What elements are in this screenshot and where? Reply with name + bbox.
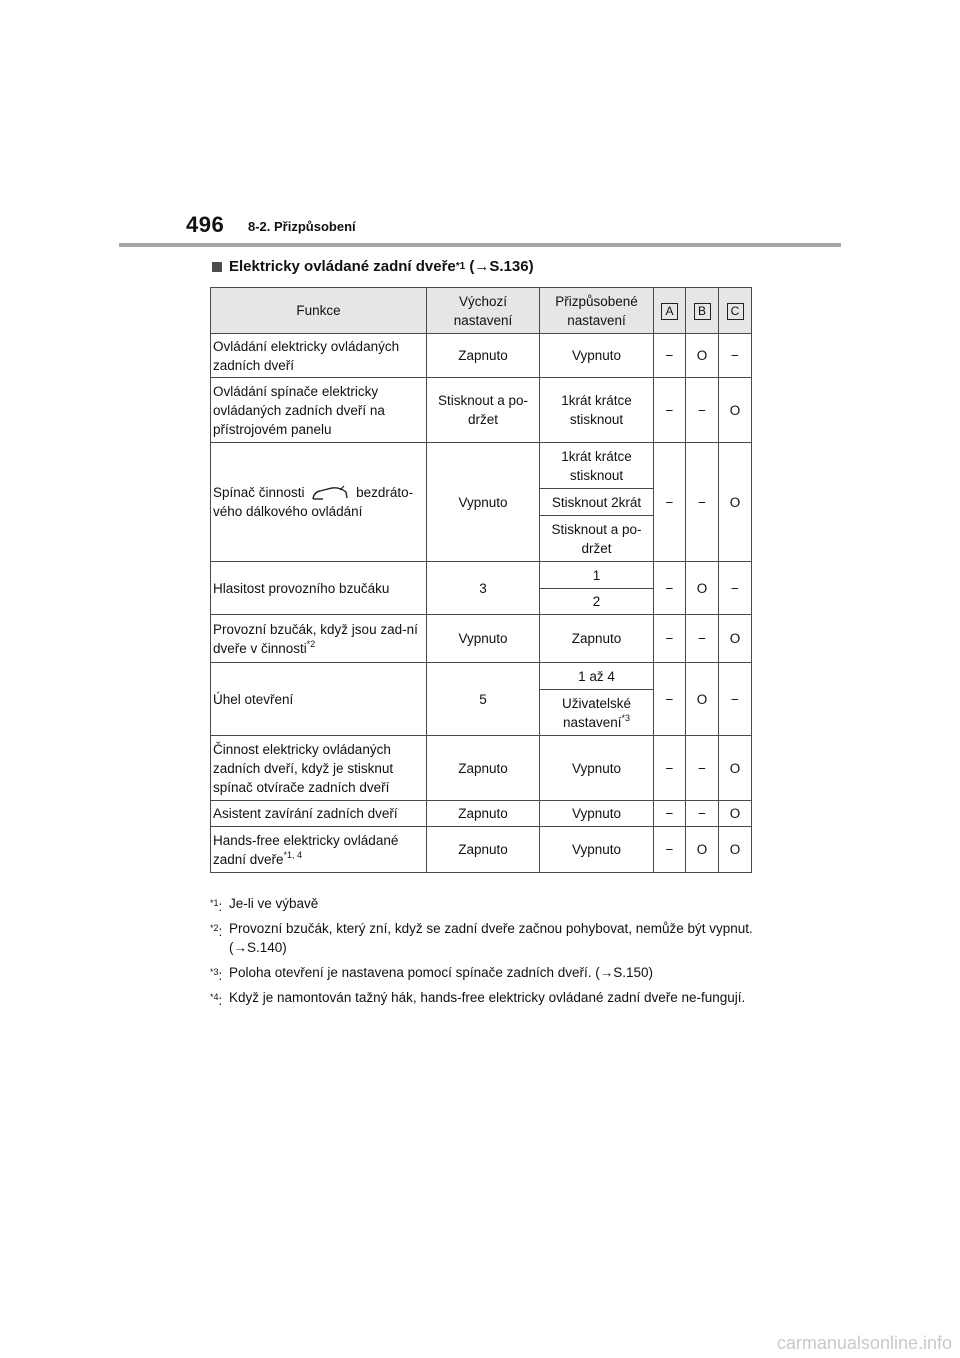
cell-c: O	[719, 736, 752, 801]
cell-a: −	[654, 827, 686, 873]
cell-default: Zapnuto	[427, 827, 540, 873]
cell-custom-text: Uživatelské nastavení	[561, 695, 632, 730]
cell-a: −	[654, 378, 686, 443]
cell-default: Zapnuto	[427, 736, 540, 801]
cell-function	[211, 443, 427, 562]
col-header-default: Výchozí nastavení	[427, 288, 540, 334]
footnote-mark: $^{*1}$:	[210, 898, 223, 914]
cell-function	[211, 827, 427, 873]
cell-function	[211, 615, 427, 663]
cell-function-text: Hands-free elektricky ovládané zadní dveře	[213, 832, 399, 867]
cell-function: Ovládání spínače elektricky ovládaných zadních dveří na přístrojovém panelu	[211, 378, 427, 443]
heading-page-ref: (→S.136)	[469, 258, 534, 275]
cell-custom: 1	[540, 562, 654, 589]
cell-custom: 1krát krátce stisknout	[540, 443, 654, 489]
col-header-function: Funkce	[211, 288, 427, 334]
cell-c: O	[719, 827, 752, 873]
cell-custom: 1krát krátce stisknout	[540, 378, 654, 443]
section-title: 8-2. Přizpůsobení	[248, 219, 356, 234]
cell-custom: Vypnuto	[540, 827, 654, 873]
table-row	[211, 443, 752, 489]
cell-c: −	[719, 663, 752, 736]
cell-custom: Zapnuto	[540, 615, 654, 663]
footnote-mark: $^{*3}$:	[210, 967, 223, 983]
cell-custom: Vypnuto	[540, 736, 654, 801]
cell-custom: Vypnuto	[540, 334, 654, 378]
footnote-2	[210, 919, 755, 957]
table-row	[211, 615, 752, 663]
cell-function: Asistent zavírání zadních dveří	[211, 801, 427, 827]
footnote-mark: $^{*4}$:	[210, 992, 223, 1008]
footnote-mark: *1, 4	[283, 849, 303, 860]
cell-default: Vypnuto	[427, 615, 540, 663]
table-row	[211, 801, 752, 827]
cell-b: −	[686, 378, 719, 443]
cell-b: O	[686, 663, 719, 736]
footnote-text: Když je namontován tažný hák, hands-free elektricky ovládané zadní dveře ne-fungují.	[229, 990, 746, 1005]
cell-function: Hlasitost provozního bzučáku	[211, 562, 427, 615]
cell-default: Stisknout a po-držet	[427, 378, 540, 443]
cell-b: O	[686, 827, 719, 873]
table-row	[211, 827, 752, 873]
cell-custom: 2	[540, 589, 654, 615]
footnote-4	[210, 988, 755, 1007]
table-row	[211, 736, 752, 801]
cell-function: Ovládání elektricky ovládaných zadních dveří	[211, 334, 427, 378]
cell-a: −	[654, 615, 686, 663]
footnotes	[210, 894, 755, 1013]
footnote-3	[210, 963, 755, 982]
mode-b-box: B	[694, 303, 711, 320]
col-header-b	[686, 288, 719, 334]
cell-custom: Stisknout a po-držet	[540, 516, 654, 562]
cell-default: 5	[427, 663, 540, 736]
cell-b: −	[686, 736, 719, 801]
cell-a: −	[654, 801, 686, 827]
cell-b: −	[686, 801, 719, 827]
heading-footnote-mark: *1	[455, 261, 466, 272]
footnote-text: Je-li ve výbavě	[229, 896, 319, 911]
cell-a: −	[654, 443, 686, 562]
cell-a: −	[654, 562, 686, 615]
table-row	[211, 378, 752, 443]
cell-b: −	[686, 615, 719, 663]
mode-c-box: C	[727, 303, 744, 320]
cell-default: Zapnuto	[427, 334, 540, 378]
watermark: carmanualsonline.info	[776, 1333, 952, 1353]
footnote-mark: *3	[621, 712, 631, 723]
cell-custom	[540, 690, 654, 736]
settings-table	[210, 287, 752, 873]
cell-c: −	[719, 562, 752, 615]
cell-a: −	[654, 663, 686, 736]
cell-c: O	[719, 615, 752, 663]
header-rule	[119, 243, 841, 247]
cell-c: O	[719, 378, 752, 443]
bullet-square-icon	[212, 262, 222, 272]
cell-b: O	[686, 562, 719, 615]
cell-c: O	[719, 443, 752, 562]
cell-function-post: bezdráto-vého dálkového ovládání	[213, 484, 414, 520]
section-heading	[212, 258, 534, 275]
cell-custom: 1 až 4	[540, 663, 654, 690]
footnote-text: Poloha otevření je nastavena pomocí spínače zadních dveří. (→S.150)	[229, 965, 653, 980]
cell-function-pre: Spínač činnosti	[213, 484, 305, 500]
cell-function: Činnost elektricky ovládaných zadních dveří, když je stisknut spínač otvírače zadních dveří	[211, 736, 427, 801]
table-row	[211, 334, 752, 378]
cell-a: −	[654, 334, 686, 378]
cell-function-text: Provozní bzučák, když jsou zad-ní dveře v činnosti	[213, 621, 418, 656]
page-number: 496	[186, 212, 225, 237]
cell-default: 3	[427, 562, 540, 615]
cell-default: Vypnuto	[427, 443, 540, 562]
cell-c: O	[719, 801, 752, 827]
footnote-mark: $^{*2}$:	[210, 923, 223, 939]
col-header-a	[654, 288, 686, 334]
cell-c: −	[719, 334, 752, 378]
table-row	[211, 663, 752, 690]
mode-a-box: A	[661, 303, 678, 320]
table-header-row	[211, 288, 752, 334]
table-row	[211, 562, 752, 589]
heading-title: Elektricky ovládané zadní dveře	[229, 258, 456, 275]
cell-b: −	[686, 443, 719, 562]
cell-custom: Vypnuto	[540, 801, 654, 827]
cell-custom: Stisknout 2krát	[540, 489, 654, 516]
footnote-1	[210, 894, 755, 913]
remote-tailgate-icon	[310, 484, 350, 502]
cell-a: −	[654, 736, 686, 801]
cell-b: O	[686, 334, 719, 378]
col-header-custom: Přizpůsobené nastavení	[540, 288, 654, 334]
col-header-c	[719, 288, 752, 334]
footnote-text: Provozní bzučák, který zní, když se zadní dveře začnou pohybovat, nemůže být vypnut. (→S.140)	[229, 921, 753, 955]
footnote-mark: *2	[306, 638, 316, 649]
cell-function: Úhel otevření	[211, 663, 427, 736]
cell-default: Zapnuto	[427, 801, 540, 827]
